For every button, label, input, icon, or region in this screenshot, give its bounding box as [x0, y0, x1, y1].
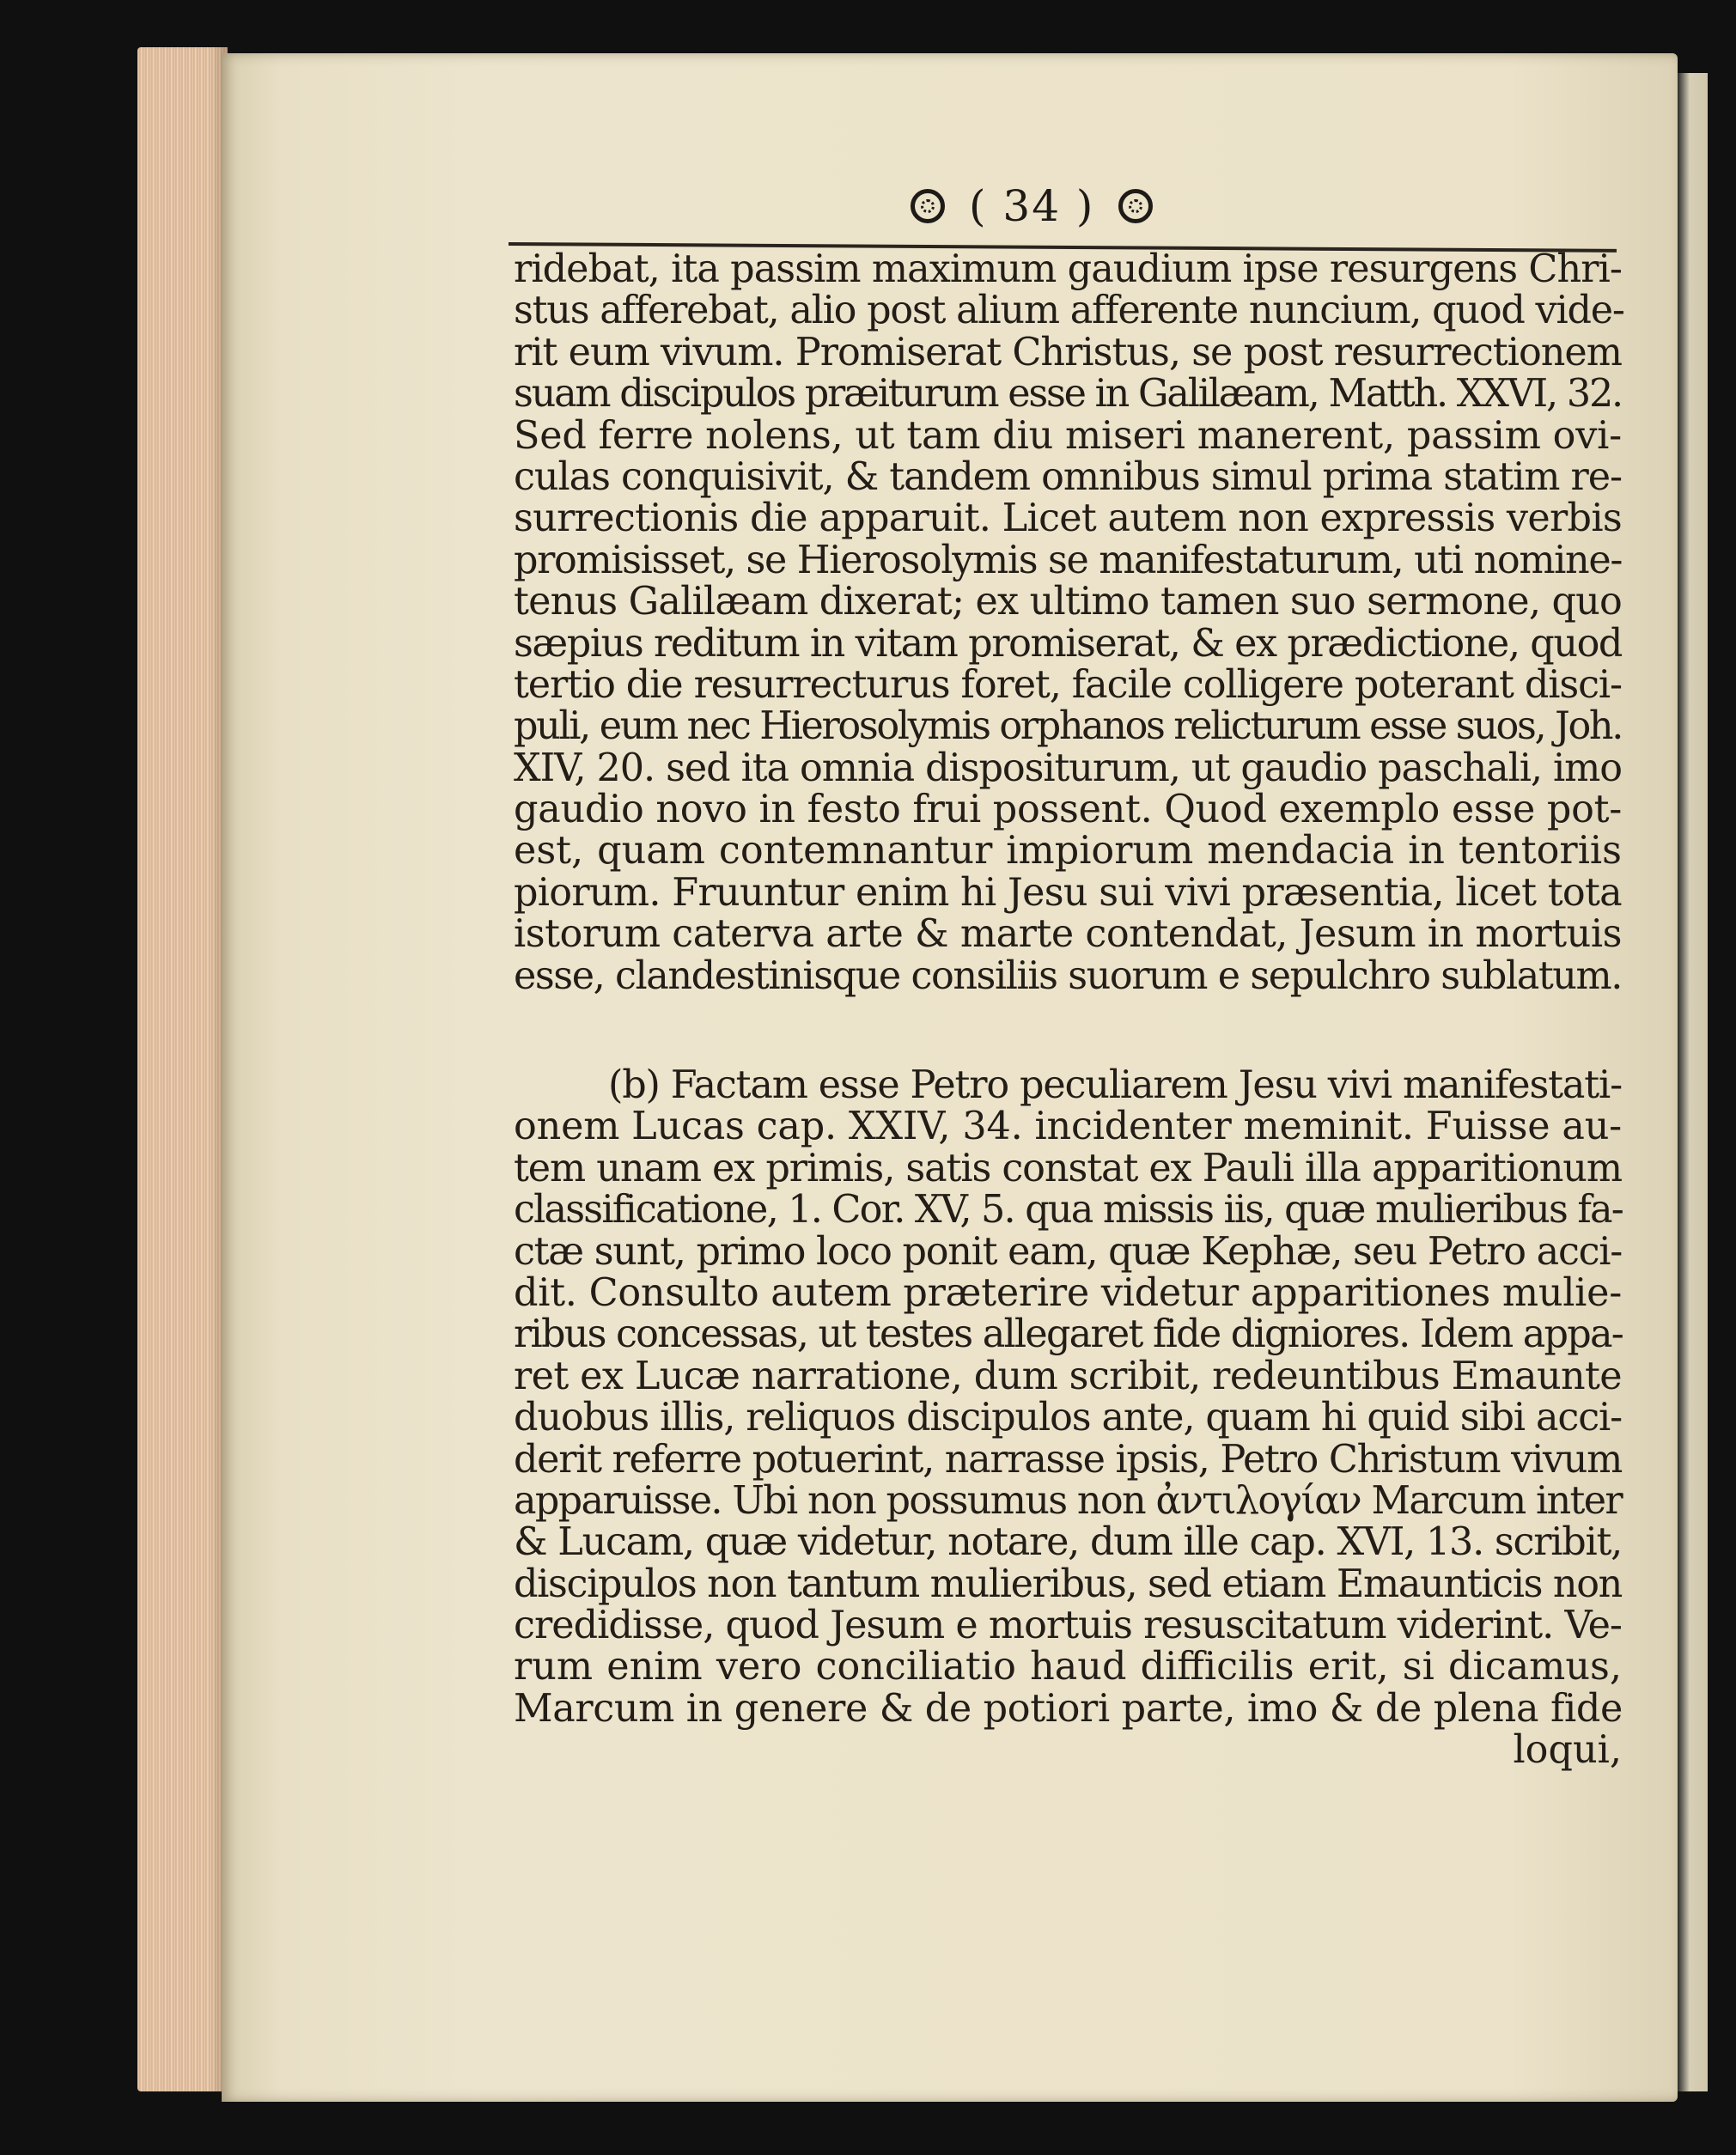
text-line: istorum caterva arte & marte contendat, Jesum in mortuis [514, 912, 1622, 957]
text-line: Sed ferre nolens, ut tam diu miseri manerent, passim ovi- [514, 413, 1622, 458]
text-line: puli, eum nec Hierosolymis orphanos relicturum esse suos, Joh. [514, 704, 1622, 749]
text-line: stus afferebat, alio post alium afferente nuncium, quod vide- [514, 289, 1624, 333]
text-line: apparuisse. Ubi non possumus non ἀντιλογίαν Marcum inter [514, 1478, 1622, 1523]
paragraph-2-footnote [514, 1065, 1622, 1772]
text-line: suam discipulos præiturum esse in Galilæam, Matth. XXVI, 32. [514, 372, 1622, 417]
text-line: piorum. Fruuntur enim hi Jesu sui vivi præsentia, licet tota [514, 870, 1622, 915]
text-line: ribus concessas, ut testes allegaret fide digniores. Idem appa- [514, 1312, 1623, 1357]
text-line: rit eum vivum. Promiserat Christus, se post resurrectionem [514, 330, 1622, 374]
page-edges [137, 47, 228, 2091]
text-line: Marcum in genere & de potiori parte, imo & de plena fide [514, 1686, 1623, 1731]
paragraph-1 [514, 249, 1622, 997]
text-line: dit. Consulto autem præterire videtur apparitiones mulie- [514, 1270, 1622, 1315]
text-line: tertio die resurrecturus foret, facile colligere poterant disci- [514, 662, 1622, 707]
text-line: credidisse, quod Jesum e mortuis resuscitatum viderint. Ve- [514, 1604, 1622, 1648]
text-line: est, quam contemnantur impiorum mendacia in tentoriis [514, 829, 1622, 874]
text-line: sæpius reditum in vitam promiserat, & ex prædictione, quod [514, 621, 1622, 666]
text-line: tem unam ex primis, satis constat ex Pauli illa apparitionum [514, 1146, 1622, 1190]
page-number: ( 34 ) [969, 181, 1095, 231]
text-line: onem Lucas cap. XXIV, 34. incidenter meminit. Fuisse au- [514, 1105, 1622, 1149]
text-line: discipulos non tantum mulieribus, sed etiam Emaunticis non [514, 1561, 1622, 1606]
text-line: XIV, 20. sed ita omnia dispositurum, ut gaudio paschali, imo [514, 746, 1622, 790]
text-line: esse, clandestinisque consiliis suorum e sepulchro sublatum. [514, 953, 1622, 998]
text-line: & Lucam, quæ videtur, notare, dum ille cap. XVI, 13. scribit, [514, 1520, 1622, 1565]
text-line: ret ex Lucæ narratione, dum scribit, redeuntibus Emaunte [514, 1354, 1622, 1398]
text-line: rum enim vero conciliatio haud difficilis erit, si dicamus, [514, 1645, 1622, 1689]
catchword: loqui, [1513, 1728, 1622, 1773]
facing-page-edge [1678, 73, 1708, 2091]
text-line: surrectionis die apparuit. Licet autem non expressis verbis [514, 496, 1622, 541]
rosette-ornament-right-icon [1118, 189, 1153, 223]
rosette-ornament-left-icon [911, 189, 945, 223]
text-line: duobus illis, reliquos discipulos ante, quam hi quid sibi acci- [514, 1396, 1622, 1440]
text-line: derit referre potuerint, narrasse ipsis, Petro Christum vivum [514, 1437, 1622, 1482]
text-line: ridebat, ita passim maximum gaudium ipse resurgens Chri- [514, 247, 1622, 291]
text-line: classificatione, 1. Cor. XV, 5. qua missis iis, quæ mulieribus fa- [514, 1188, 1623, 1233]
text-line: culas conquisivit, & tandem omnibus simul prima statim re- [514, 454, 1622, 499]
text-line: promisisset, se Hierosolymis se manifestaturum, uti nomine- [514, 538, 1622, 582]
text-line: ctæ sunt, primo loco ponit eam, quæ Kephæ, seu Petro acci- [514, 1229, 1622, 1274]
text-line: gaudio novo in festo frui possent. Quod exemplo esse pot- [514, 788, 1622, 832]
text-line: tenus Galilæam dixerat; ex ultimo tamen suo sermone, quo [514, 580, 1622, 624]
text-line: (b) Factam esse Petro peculiarem Jesu vivi manifestati- [608, 1063, 1622, 1107]
page-header [911, 180, 1153, 232]
